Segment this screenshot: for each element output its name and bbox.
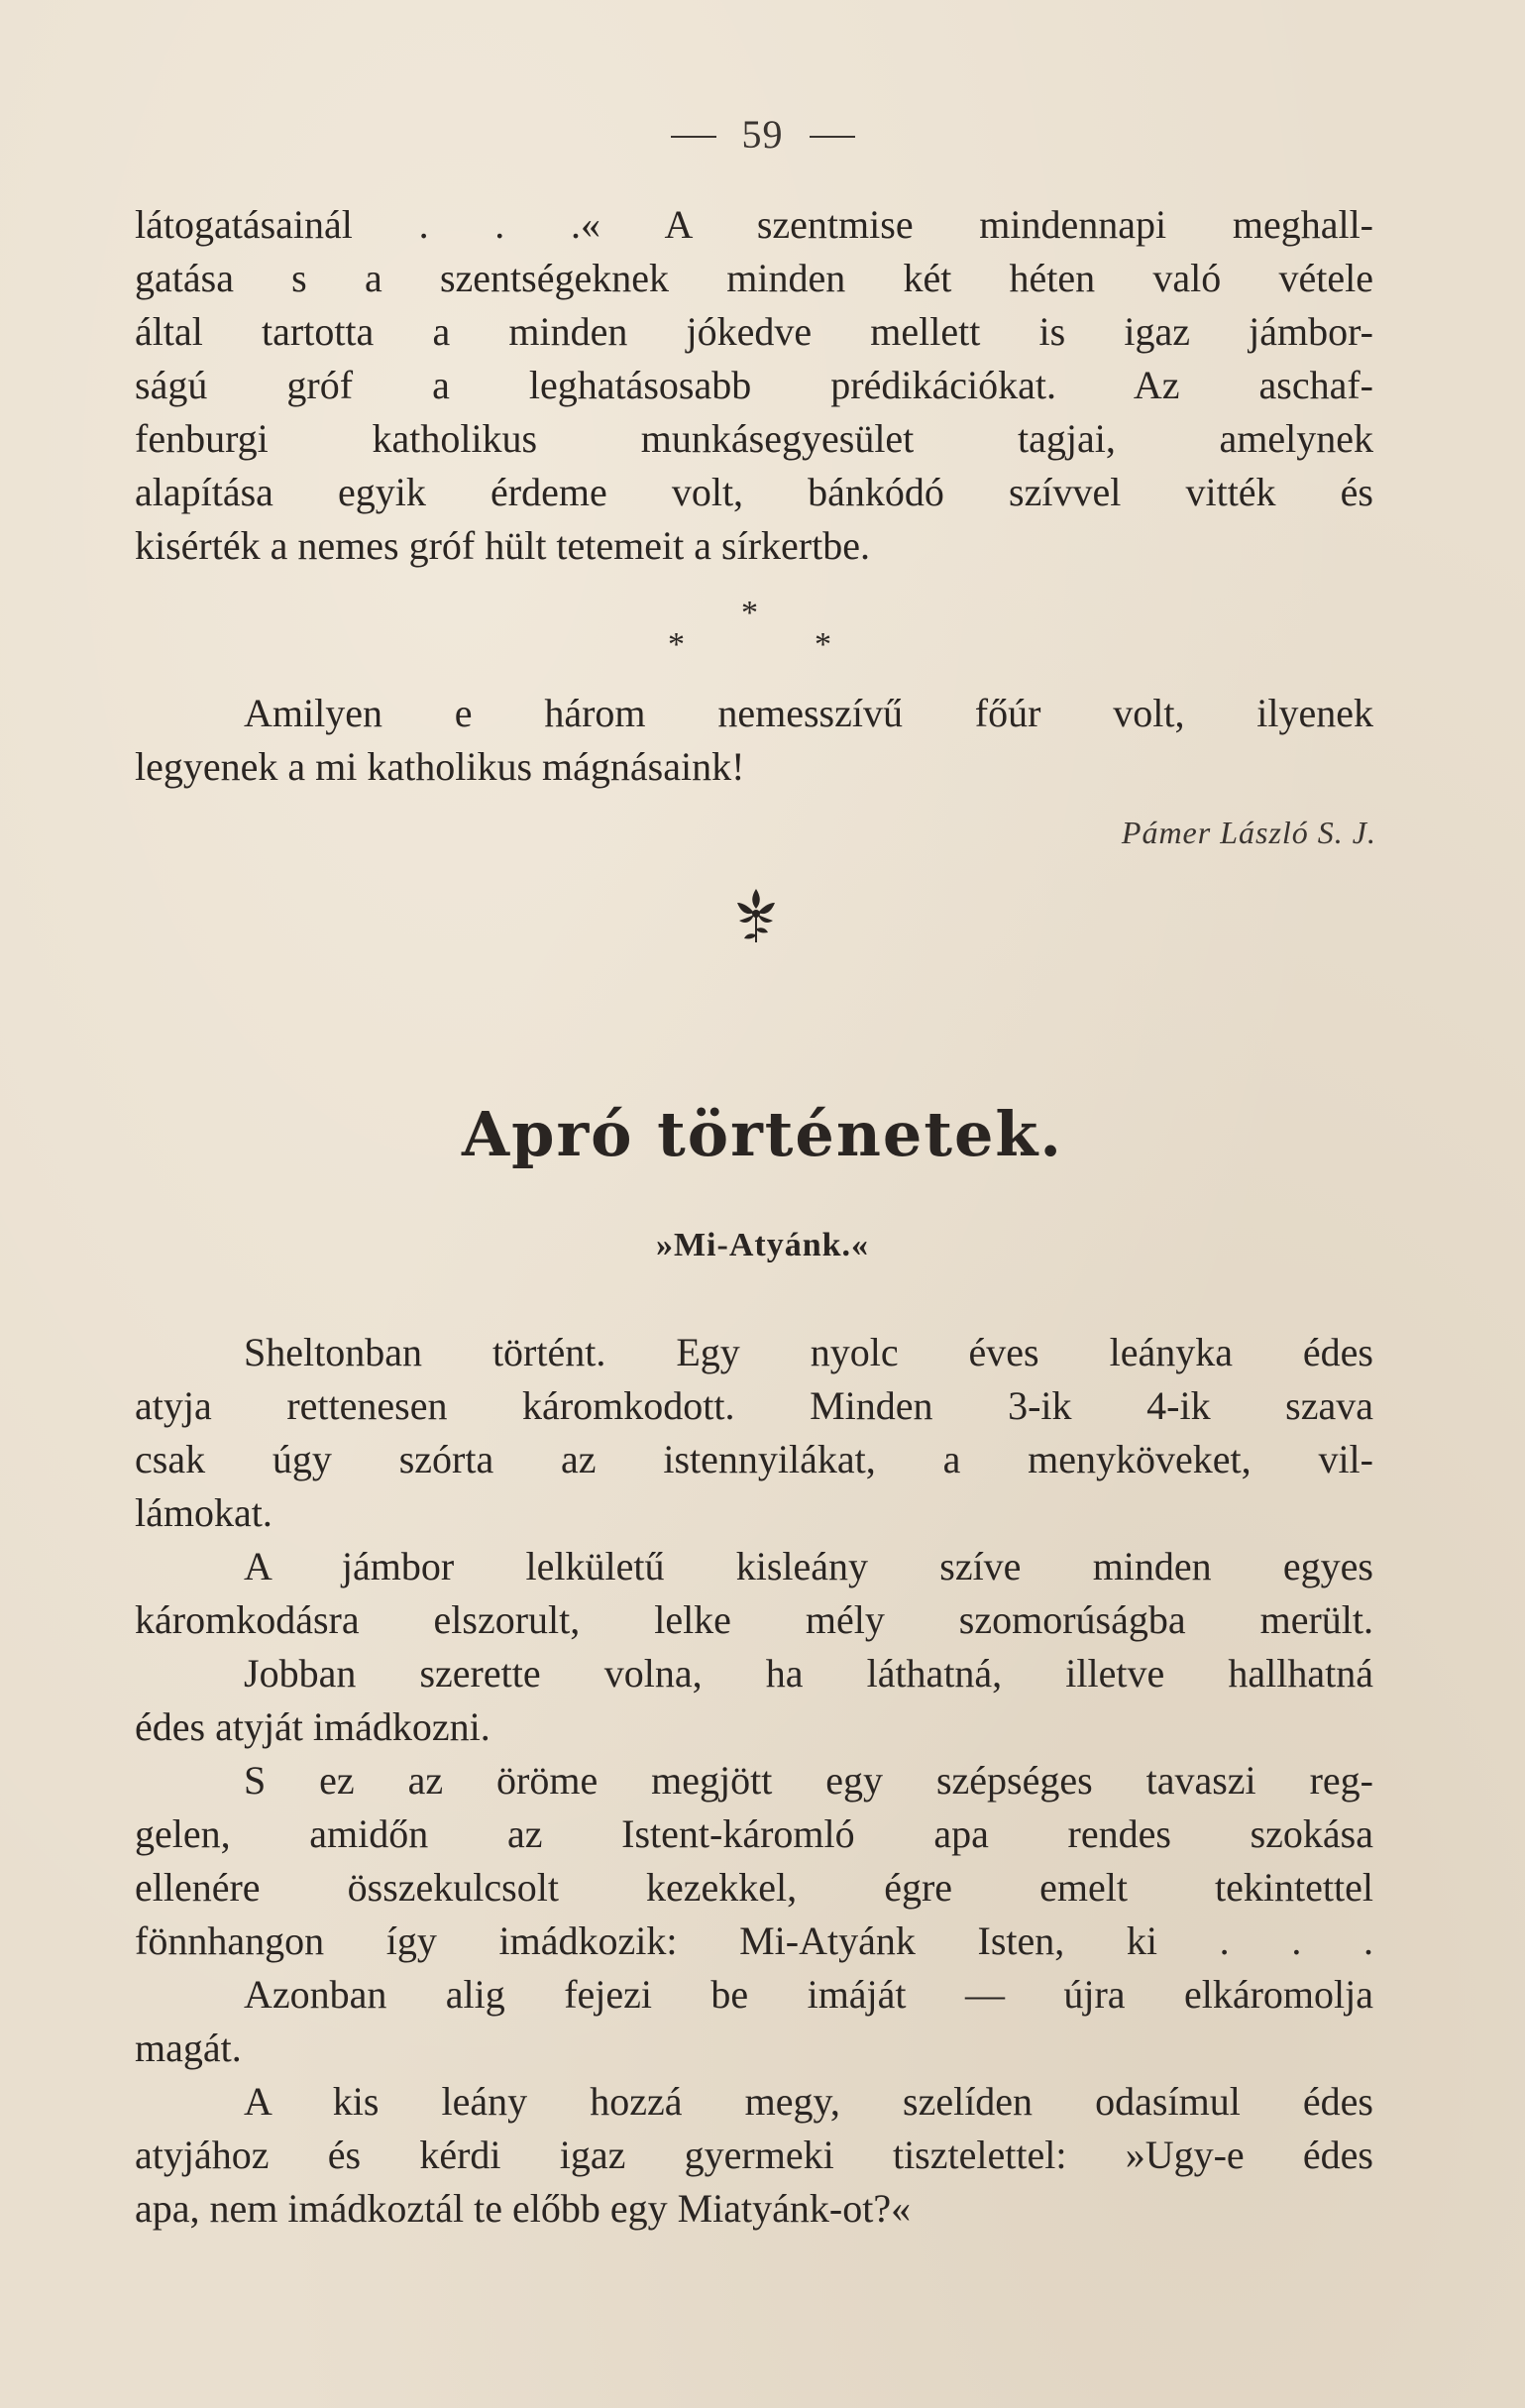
asterism-separator [0, 595, 1525, 674]
text-line: kisérték a nemes gróf hült tetemeit a sírkertbe. [135, 523, 870, 568]
asterisk-top: * [741, 595, 758, 631]
text-line: A jámbor lelkületű kisleány szíve minden egyes [244, 1544, 1373, 1588]
text-line: káromkodásra elszorult, lelke mély szomorúságba merült. [135, 1597, 1373, 1642]
text-line: alapítása egyik érdeme volt, bánkódó szívvel vitték és [135, 470, 1373, 514]
asterisk-left: * [668, 626, 685, 663]
text-line: Sheltonban történt. Egy nyolc éves leányka édes [244, 1330, 1373, 1374]
text-line: csak úgy szórta az istennyilákat, a menyköveket, vil- [135, 1437, 1373, 1481]
text-line: atyja rettenesen káromkodott. Minden 3-ik 4-ik szava [135, 1383, 1373, 1428]
text-line: ságú gróf a leghatásosabb prédikációkat. Az aschaf- [135, 363, 1373, 407]
paragraph-1 [135, 198, 1373, 573]
author-signature: Pámer László S. J. [1121, 815, 1376, 850]
text-line: Amilyen e három nemesszívű főúr volt, ilyenek [244, 691, 1373, 735]
floral-ornament-icon [731, 885, 781, 944]
page-number-header [0, 111, 1525, 158]
text-line: látogatásainál . . .« A szentmise mindennapi meghall- [135, 202, 1373, 247]
text-line: legyenek a mi katholikus mágnásaink! [135, 744, 745, 789]
header-dash-right [810, 136, 855, 138]
text-line: által tartotta a minden jókedve mellett is igaz jámbor- [135, 309, 1373, 354]
text-line: S ez az öröme megjött egy szépséges tavaszi reg- [244, 1758, 1373, 1803]
text-line: gelen, amidőn az Istent-káromló apa rendes szokása [135, 1811, 1373, 1856]
text-line: ellenére összekulcsolt kezekkel, égre emelt tekintettel [135, 1865, 1373, 1910]
story-paragraphs [135, 1326, 1373, 2236]
text-line: fönnhangon így imádkozik: Mi-Atyánk Isten, ki . . . [135, 1918, 1373, 1963]
text-line: apa, nem imádkoztál te előbb egy Miatyánk-ot?« [135, 2186, 912, 2231]
page-number: 59 [741, 112, 784, 157]
text-line: Jobban szerette volna, ha láthatná, illetve hallhatná [244, 1651, 1373, 1696]
text-line: atyjához és kérdi igaz gyermeki tisztelettel: »Ugy-e édes [135, 2133, 1373, 2177]
text-line: édes atyját imádkozni. [135, 1704, 490, 1749]
asterisk-right: * [815, 626, 831, 663]
text-line: gatása s a szentségeknek minden két héten való vétele [135, 256, 1373, 300]
paragraph-2 [135, 687, 1373, 794]
section-title: Apró történetek. [462, 1098, 1063, 1170]
text-line: magát. [135, 2025, 242, 2070]
header-dash-left [671, 136, 716, 138]
text-line: lámokat. [135, 1490, 272, 1535]
text-line: fenburgi katholikus munkásegyesület tagjai, amelynek [135, 416, 1373, 461]
story-title: »Mi-Atyánk.« [655, 1227, 870, 1263]
text-line: A kis leány hozzá megy, szelíden odasímul édes [244, 2079, 1373, 2124]
text-line: Azonban alig fejezi be imáját — újra elkáromolja [244, 1972, 1373, 2017]
